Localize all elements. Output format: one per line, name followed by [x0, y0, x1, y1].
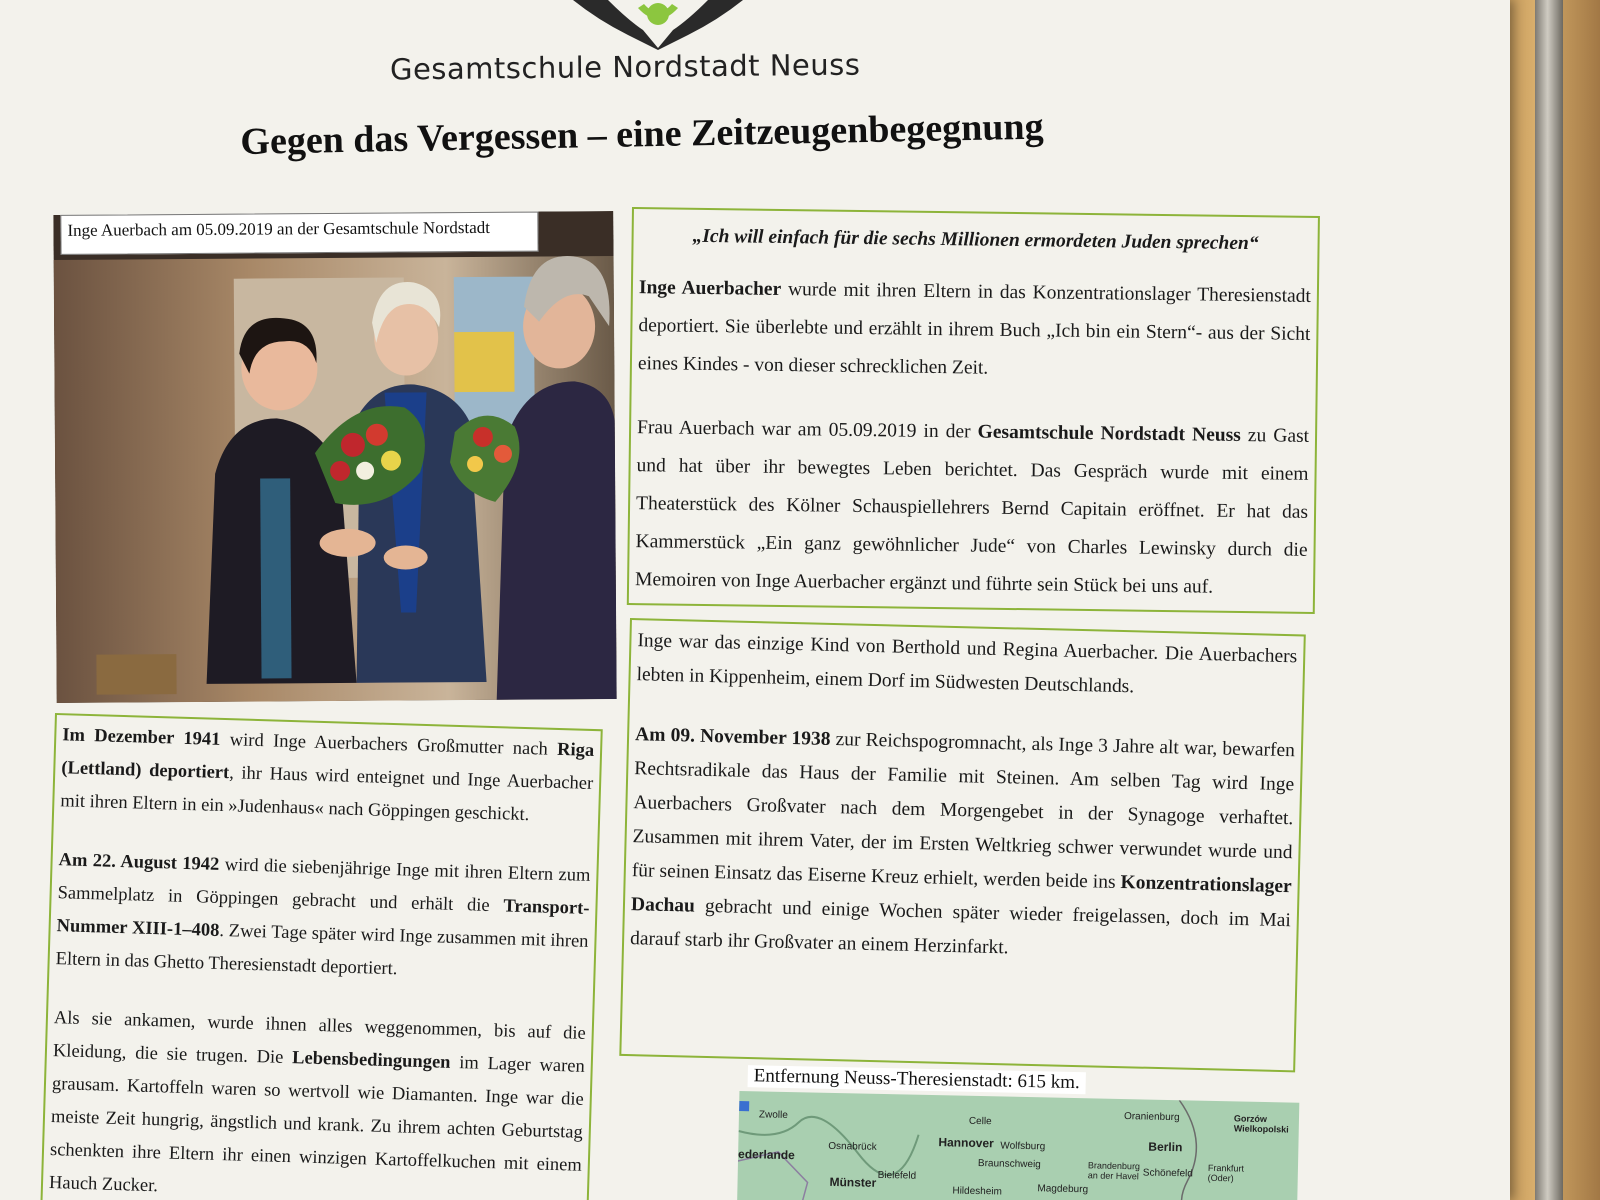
intro-paragraph-2-start: Frau Auerbach war am 05.09.2019 in der: [636, 417, 978, 443]
map-city: ederlande: [737, 1146, 795, 1163]
intro-paragraph-1: [638, 269, 1311, 392]
bio-paragraph-1: Inge war das einzige Kind von Berthold und Regina Auerbacher. Die Auerbachers lebten in Kippenheim, einem Dorf im Südwesten Deutschlands.: [636, 630, 1298, 698]
deport-paragraph-1: [60, 719, 595, 834]
deport-paragraph-2: [55, 844, 591, 992]
bio-paragraph-2-text-b: gebracht und einige Wochen später wieder freigelassen, doch im Mai darauf starb ihr Großvater an einem Herzinfarkt.: [629, 895, 1292, 959]
name-bold: Inge Auerbacher: [638, 277, 782, 300]
riga-bold: Riga (Lettland) deportiert: [61, 739, 595, 784]
deport-paragraph-1-text-b: , ihr Haus wird enteignet und Inge Auerbacher mit ihren Eltern in ein »Judenhaus« nach Göppingen geschickt.: [60, 763, 594, 826]
map-city: Frankfurt (Oder): [1207, 1162, 1245, 1184]
page-title: Gegen das Vergessen – eine Zeitzeugenbegegnung: [240, 105, 1044, 163]
intro-paragraph-1-text: wurde mit ihren Eltern in das Konzentrationslager Theresienstadt deportiert. Sie überlebte und erzählt in ihrem Buch „Ich bin ein Stern“- aus der Sicht eines Kindes - von dieser schrecklichen Zeit.: [637, 278, 1312, 379]
school-logo: [568, 0, 748, 50]
map-city: Hannover: [938, 1135, 994, 1151]
date-bold: Am 22. August 1942: [58, 850, 220, 875]
map-city: Münster: [829, 1174, 877, 1190]
map-city: Celle: [968, 1115, 992, 1128]
biography-text-box: [619, 618, 1305, 1072]
map-city: Berlin: [1148, 1139, 1183, 1155]
school-bold: Gesamtschule Nordstadt Neuss: [977, 421, 1241, 446]
quote: „Ich will einfach für die sechs Millionen ermordeten Juden sprechen“: [692, 225, 1259, 255]
deport-paragraph-3-text-b: im Lager waren grausam. Kartoffeln waren so wertvoll wie Diamanten. Inge war die meiste Zeit hungrig, ängstlich und krank. Zu ihrem achten Geburtstag schenkten ihre Eltern ihr einen winzigen Kartoffelkuchen mit einem Hauch Zucker.: [48, 1052, 586, 1197]
bio-paragraph-2: [630, 718, 1296, 972]
distance-map: [737, 1065, 1300, 1200]
camp-bold: Konzentrationslager Dachau: [630, 872, 1292, 917]
deport-paragraph-3-text-a: Als sie ankamen, wurde ihnen alles weggenommen, bis auf die Kleidung, die sie trugen. Die: [52, 1008, 587, 1069]
map-city: Braunschweig: [977, 1158, 1041, 1171]
photo-caption: Inge Auerbach am 05.09.2019 an der Gesamtschule Nordstadt: [60, 212, 538, 255]
living-conditions-bold: Lebensbedingungen: [291, 1048, 451, 1073]
transport-number-bold: Transport-Nummer XIII-1–408: [56, 896, 590, 941]
deportation-text-box: [40, 713, 603, 1200]
metal-rail: [1535, 0, 1563, 1200]
map-city: Gorzów Wielkopolski: [1233, 1113, 1289, 1135]
map-city: Bielefeld: [877, 1169, 917, 1182]
map-city: Hildesheim: [952, 1185, 1002, 1198]
map-city: Oranienburg: [1123, 1111, 1180, 1124]
deport-paragraph-2-text-b: . Zwei Tage später wird Inge zusammen mit ihren Eltern in das Ghetto Theresienstadt deportiert.: [55, 920, 589, 980]
intro-text-box: [627, 207, 1320, 614]
school-name: Gesamtschule Nordstadt Neuss: [389, 47, 861, 87]
map-area: [737, 1091, 1300, 1200]
intro-paragraph-2: [635, 409, 1309, 608]
deport-paragraph-1-text-a: wird Inge Auerbachers Großmutter nach: [220, 729, 558, 760]
date-bold: Im Dezember 1941: [62, 725, 221, 750]
map-city: Wolfsburg: [1000, 1140, 1046, 1153]
map-city: Magdeburg: [1037, 1183, 1089, 1196]
map-city: Brandenburg an der Havel: [1087, 1160, 1141, 1182]
map-city: Osnabrück: [828, 1140, 877, 1153]
map-city: Zwolle: [758, 1109, 788, 1122]
date-bold: Am 09. November 1938: [634, 724, 831, 750]
bio-paragraph-2-text-a: zur Reichspogromnacht, als Inge 3 Jahre alt war, bewarfen Rechtsradikale das Haus der Familie mit Steinen. Am selben Tag wird Inge Auerbachers Großvater nach dem Morgengebet in der Synagoge verhaftet. Zusammen mit ihrem Vater, der im Ersten Weltkrieg schwer verwundet wurde und für seinen Einsatz das Eiserne Kreuz erhielt, werden beide ins: [631, 728, 1296, 894]
map-city: Schönefeld: [1142, 1167, 1193, 1180]
deport-paragraph-2-text-a: wird die siebenjährige Inge mit ihren Eltern zum Sammelplatz in Göppingen gebracht und erhält die: [57, 854, 591, 917]
map-title: Entfernung Neuss-Theresienstadt: 615 km.: [748, 1065, 1086, 1094]
intro-paragraph-2-text: zu Gast und hat über ihr bewegtes Leben berichtet. Das Gespräch wurde mit einem Theaterstück des Kölner Schauspiellehrers Bernd Capitain eröffnet. Er hat das Kammerstück „Ein ganz gewöhnlicher Jude“ von Charles Lewinsky durch die Memoiren von Inge Auerbacher ergänzt und führte sein Stück bei uns auf.: [634, 424, 1310, 598]
event-photo: [53, 211, 616, 703]
deport-paragraph-3: [49, 1002, 587, 1200]
